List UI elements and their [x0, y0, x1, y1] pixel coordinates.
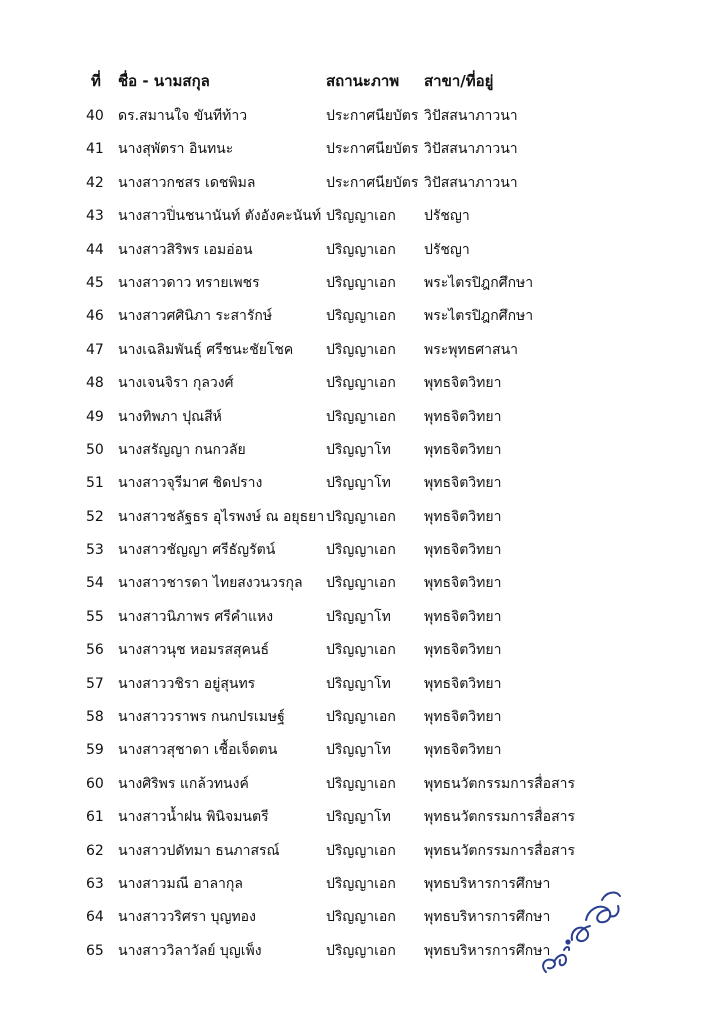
table-body [0, 102, 724, 970]
table-row [0, 837, 724, 870]
degree-status: ปริญญาเอก [326, 375, 396, 392]
row-number: 49 [86, 408, 104, 425]
department: พุทธจิตวิทยา [424, 475, 502, 492]
department: ปรัชญา [424, 241, 470, 258]
degree-status: ปริญญาเอก [326, 775, 396, 792]
row-number: 56 [86, 642, 104, 659]
table-row [0, 670, 724, 703]
table-row [0, 536, 724, 569]
table-row [0, 503, 724, 536]
row-number: 62 [86, 842, 104, 859]
table-row [0, 436, 724, 469]
department: พุทธจิตวิทยา [424, 608, 502, 625]
degree-status: ปริญญาเอก [326, 508, 396, 525]
person-name: นางสาวปิ่นชนานันท์ ตังอังคะนันท์ [118, 208, 322, 225]
table-row [0, 703, 724, 736]
degree-status: ปริญญาเอก [326, 208, 396, 225]
department: พระไตรปิฎกศึกษา [424, 308, 534, 325]
person-name: นางสาวชลัฐธร อุไรพงษ์ ณ อยุธยา [118, 508, 325, 525]
degree-status: ปริญญาเอก [326, 408, 396, 425]
department: พุทธบริหารการศึกษา [424, 909, 551, 926]
degree-status: ปริญญาเอก [326, 542, 396, 559]
degree-status: ปริญญาเอก [326, 709, 396, 726]
table-row [0, 369, 724, 402]
person-name: นางสาวจุรีมาศ ชิดปราง [118, 475, 263, 492]
person-name: นางสาววชิรา อยู่สุนทร [118, 675, 256, 692]
row-number: 60 [86, 775, 104, 792]
person-name: นางสาวศศินิภา ระสารักษ์ [118, 308, 273, 325]
table-row [0, 135, 724, 168]
row-number: 54 [86, 575, 104, 592]
row-number: 41 [86, 141, 104, 158]
row-number: 46 [86, 308, 104, 325]
header-department: สาขา/ที่อยู่ [424, 72, 494, 90]
department: พุทธจิตวิทยา [424, 508, 502, 525]
department: พุทธบริหารการศึกษา [424, 875, 551, 892]
degree-status: ปริญญาเอก [326, 642, 396, 659]
person-name: นางสาวสุชาดา เชื้อเจ็ดตน [118, 742, 278, 759]
header-no: ที่ [91, 72, 101, 90]
department: พุทธจิตวิทยา [424, 542, 502, 559]
row-number: 47 [86, 341, 104, 358]
table-row [0, 770, 724, 803]
row-number: 43 [86, 208, 104, 225]
department: วิปัสสนาภาวนา [424, 174, 518, 191]
handwritten-signature [536, 880, 626, 980]
degree-status: ปริญญาเอก [326, 575, 396, 592]
person-name: นางทิพภา ปุณสีห์ [118, 408, 222, 425]
table-row [0, 469, 724, 502]
table-row [0, 102, 724, 135]
degree-status: ประกาศนียบัตร [326, 108, 419, 124]
department: พุทธจิตวิทยา [424, 642, 502, 659]
table-header [0, 68, 724, 94]
person-name: ดร.สมานใจ ขันทีท้าว [118, 108, 248, 124]
table-row [0, 636, 724, 669]
row-number: 51 [86, 475, 104, 492]
person-name: นางเจนจิรา กุลวงศ์ [118, 375, 234, 392]
person-name: นางสาวนิภาพร ศรีคำแหง [118, 608, 274, 625]
row-number: 64 [86, 909, 104, 926]
department: ปรัชญา [424, 208, 470, 225]
row-number: 45 [86, 274, 104, 291]
table-row [0, 736, 724, 769]
person-name: นางศิริพร แกล้วทนงค์ [118, 775, 249, 792]
row-number: 57 [86, 675, 104, 692]
person-name: นางสาววริศรา บุญทอง [118, 909, 256, 926]
degree-status: ปริญญาโท [326, 441, 391, 458]
table-row [0, 236, 724, 269]
table-row [0, 302, 724, 335]
table-row [0, 269, 724, 302]
person-name: นางสาวกชสร เดชพิมล [118, 174, 256, 191]
row-number: 59 [86, 742, 104, 759]
degree-status: ปริญญาโท [326, 809, 391, 826]
department: วิปัสสนาภาวนา [424, 141, 518, 158]
person-name: นางสุพัตรา อินทนะ [118, 141, 234, 158]
person-name: นางสาวนุช หอมรสสุคนธ์ [118, 642, 270, 659]
department: พุทธนวัตกรรมการสื่อสาร [424, 842, 576, 859]
person-name: นางสาวชารดา ไทยสงวนวรกุล [118, 575, 303, 592]
department: วิปัสสนาภาวนา [424, 108, 518, 124]
header-name: ชื่อ - นามสกุล [118, 72, 210, 90]
degree-status: ประกาศนียบัตร [326, 141, 419, 158]
department: พุทธจิตวิทยา [424, 709, 502, 726]
degree-status: ปริญญาเอก [326, 274, 396, 291]
table-row [0, 569, 724, 602]
degree-status: ปริญญาเอก [326, 241, 396, 258]
row-number: 58 [86, 709, 104, 726]
department: พุทธนวัตกรรมการสื่อสาร [424, 775, 576, 792]
table-row [0, 202, 724, 235]
degree-status: ปริญญาเอก [326, 909, 396, 926]
degree-status: ปริญญาเอก [326, 341, 396, 358]
degree-status: ปริญญาโท [326, 742, 391, 759]
person-name: นางสาวมณี อาลากุล [118, 875, 243, 892]
degree-status: ปริญญาเอก [326, 942, 396, 959]
person-name: นางสาวปดัทมา ธนภาสรณ์ [118, 842, 280, 859]
row-number: 40 [86, 108, 104, 124]
degree-status: ปริญญาเอก [326, 308, 396, 325]
degree-status: ปริญญาโท [326, 675, 391, 692]
department: พุทธจิตวิทยา [424, 742, 502, 759]
row-number: 63 [86, 875, 104, 892]
table-row [0, 169, 724, 202]
table-row [0, 403, 724, 436]
person-name: นางสรัญญา กนกวลัย [118, 441, 246, 458]
row-number: 52 [86, 508, 104, 525]
department: พระพุทธศาสนา [424, 341, 518, 358]
department: พระไตรปิฎกศึกษา [424, 274, 534, 291]
row-number: 65 [86, 942, 104, 959]
table-row [0, 803, 724, 836]
person-name: นางสาวชัญญา ศรีธัญรัตน์ [118, 542, 276, 559]
row-number: 50 [86, 441, 104, 458]
table-row [0, 336, 724, 369]
degree-status: ปริญญาเอก [326, 875, 396, 892]
department: พุทธจิตวิทยา [424, 441, 502, 458]
degree-status: ปริญญาโท [326, 475, 391, 492]
table-row [0, 603, 724, 636]
header-status: สถานะภาพ [326, 72, 400, 90]
department: พุทธจิตวิทยา [424, 675, 502, 692]
person-name: นางสาววิลาวัลย์ บุญเพ็ง [118, 942, 262, 959]
department: พุทธจิตวิทยา [424, 575, 502, 592]
person-name: นางสาววราพร กนกปรเมษฐ์ [118, 709, 285, 726]
person-name: นางสาวสิริพร เอมอ่อน [118, 241, 253, 258]
degree-status: ปริญญาโท [326, 608, 391, 625]
row-number: 55 [86, 608, 104, 625]
row-number: 53 [86, 542, 104, 559]
row-number: 61 [86, 809, 104, 826]
department: พุทธบริหารการศึกษา [424, 942, 551, 959]
person-name: นางเฉลิมพันธุ์ ศรีชนะชัยโชค [118, 341, 294, 358]
row-number: 42 [86, 174, 104, 191]
degree-status: ปริญญาเอก [326, 842, 396, 859]
department: พุทธนวัตกรรมการสื่อสาร [424, 809, 576, 826]
degree-status: ประกาศนียบัตร [326, 174, 419, 191]
department: พุทธจิตวิทยา [424, 408, 502, 425]
department: พุทธจิตวิทยา [424, 375, 502, 392]
person-name: นางสาวดาว ทรายเพชร [118, 274, 260, 291]
person-name: นางสาวน้ำฝน พินิจมนตรี [118, 809, 269, 826]
row-number: 44 [86, 241, 104, 258]
row-number: 48 [86, 375, 104, 392]
